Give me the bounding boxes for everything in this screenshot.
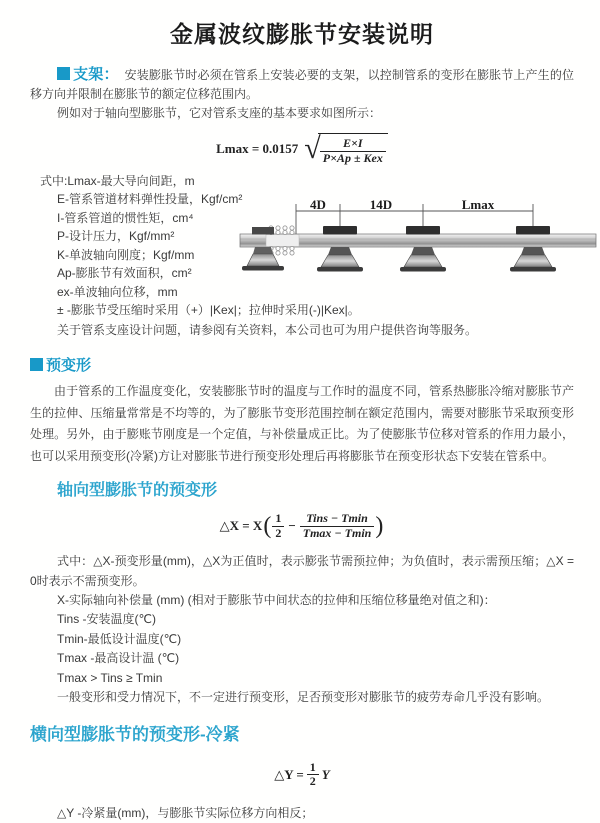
temp-frac-denominator: Tmax − Tmin (300, 526, 375, 541)
open-paren: ( (263, 513, 272, 540)
support-intro-paragraph (30, 65, 574, 104)
dim-label-14d: 14D (369, 197, 393, 212)
axial-formula-lhs: △X = X (219, 518, 263, 534)
square-bullet-icon (30, 358, 43, 371)
lmax-formula-lhs: Lmax = 0.0157 (216, 141, 299, 157)
lateral-explain-paragraph: △Y -冷紧量(mm)，与膨胀节实际位移方向相反； (57, 806, 314, 821)
dim-label-4d: 4D (310, 197, 326, 212)
axial-item: X-实际轴向补偿量 (mm) (相对于膨胀节中间状态的拉伸和压缩位移量绝对值之和)： (57, 592, 496, 607)
dim-label-lmax: Lmax (461, 197, 495, 212)
support-example-paragraph: 例如对于轴向型膨胀节，它对管系支座的基本要求如图所示： (57, 106, 382, 120)
lateral-half-numerator: 1 (309, 759, 316, 774)
definition-line: I-管系管道的惯性矩，cm⁴ (57, 210, 194, 225)
definition-line: Ap-膨胀节有效面积，cm² (57, 266, 192, 281)
pipe-support-diagram (238, 198, 598, 294)
preform-heading-label: 预变形 (46, 357, 92, 375)
lmax-formula-denominator: P×Ap ± Kex (320, 151, 386, 166)
axial-item: Tins -安装温度(℃) (57, 612, 157, 627)
half-numerator: 1 (275, 511, 282, 526)
close-paren: ) (375, 513, 384, 540)
minus-sign: − (288, 518, 296, 534)
definition-line: 式中:Lmax-最大导向间距，m (40, 173, 195, 188)
half-denominator: 2 (272, 526, 284, 541)
axial-subheading: 轴向型膨胀节的预变形 (57, 482, 218, 500)
sqrt-sign: √ (304, 132, 321, 166)
lmax-formula-radicand (318, 133, 388, 166)
service-note: 关于管系支座设计问题，请参阅有关资料，本公司也可为用户提供咨询等服务。 (57, 322, 478, 337)
support-section-heading: 支架： (73, 66, 119, 83)
support-intro-text: 安装膨胀节时必须在管系上安装必要的支架，以控制管系的变形在膨胀节上产生的位移方向并限制在膨胀节的额定位移范围内。 (30, 68, 574, 101)
axial-item: 一般变形和受力情况下，不一定进行预变形，足否预变形对膨胀节的疲劳寿命几乎没有影响。 (57, 690, 550, 705)
lateral-formula-rhs: Y (321, 766, 330, 782)
lateral-formula-lhs: △Y = (274, 766, 304, 782)
preform-body-paragraph: 由于管系的工作温度变化，安装膨胀节时的温度与工作时的温度不同，管系热膨胀冷缩对膨胀节产生的拉伸、压缩量常常是不均等的，为了膨胀节变形范围控制在额定范围内，需要对膨胀节采取预变形处理。另外，由于膨账节刚度是一个定值，与补偿量成正比。为了使膨胀节位移对管系的作用力最小，也可以采用预变形(冷紧)方让对膨胀节进行预变形处理后再将膨胀节在预变形状态下安装在管系中。 (30, 384, 574, 463)
definition-line: K-单波轴向刚度；Kgf/mm (57, 247, 195, 262)
definitions-and-diagram (30, 172, 574, 302)
guide-support-icon (400, 226, 446, 272)
pm-note: ± -膨胀节受压缩时采用（+）|Kex|；拉伸时采用(-)|Kex|。 (57, 303, 360, 318)
temp-frac-numerator: Tins − Tmin (306, 511, 368, 526)
lateral-subheading: 横向型膨胀节的预变形-冷紧 (30, 724, 240, 744)
axial-explain-paragraph: 式中：△X-预变形量(mm)，△X为正值时，表示膨张节需预拉伸；为负值时，表示需预压缩；△X = 0时表示不需预变形。 (30, 553, 574, 588)
lateral-formula (30, 761, 574, 790)
square-bullet-icon (57, 67, 70, 80)
definition-line: ex-单波轴向位移，mm (57, 284, 178, 299)
axial-item: Tmax > Tins ≥ Tmin (57, 670, 163, 685)
definition-line: P-设计压力，Kgf/mm² (57, 229, 175, 244)
axial-item: Tmin-最低设计温度(℃) (57, 631, 182, 646)
definition-line: E-管系管道材料弹性投量，Kgf/cm² (57, 192, 243, 207)
page-title: 金属波纹膨胀节安装说明 (170, 21, 434, 47)
lmax-formula (30, 133, 574, 166)
preform-section-heading (30, 354, 574, 375)
axial-item: Tmax -最高设计温 (℃) (57, 651, 180, 666)
lateral-half-denominator: 2 (307, 774, 319, 789)
axial-formula (30, 512, 574, 541)
guide-support-icon (317, 226, 363, 272)
lmax-formula-numerator: E×I (343, 136, 363, 150)
guide-support-icon (510, 226, 556, 272)
